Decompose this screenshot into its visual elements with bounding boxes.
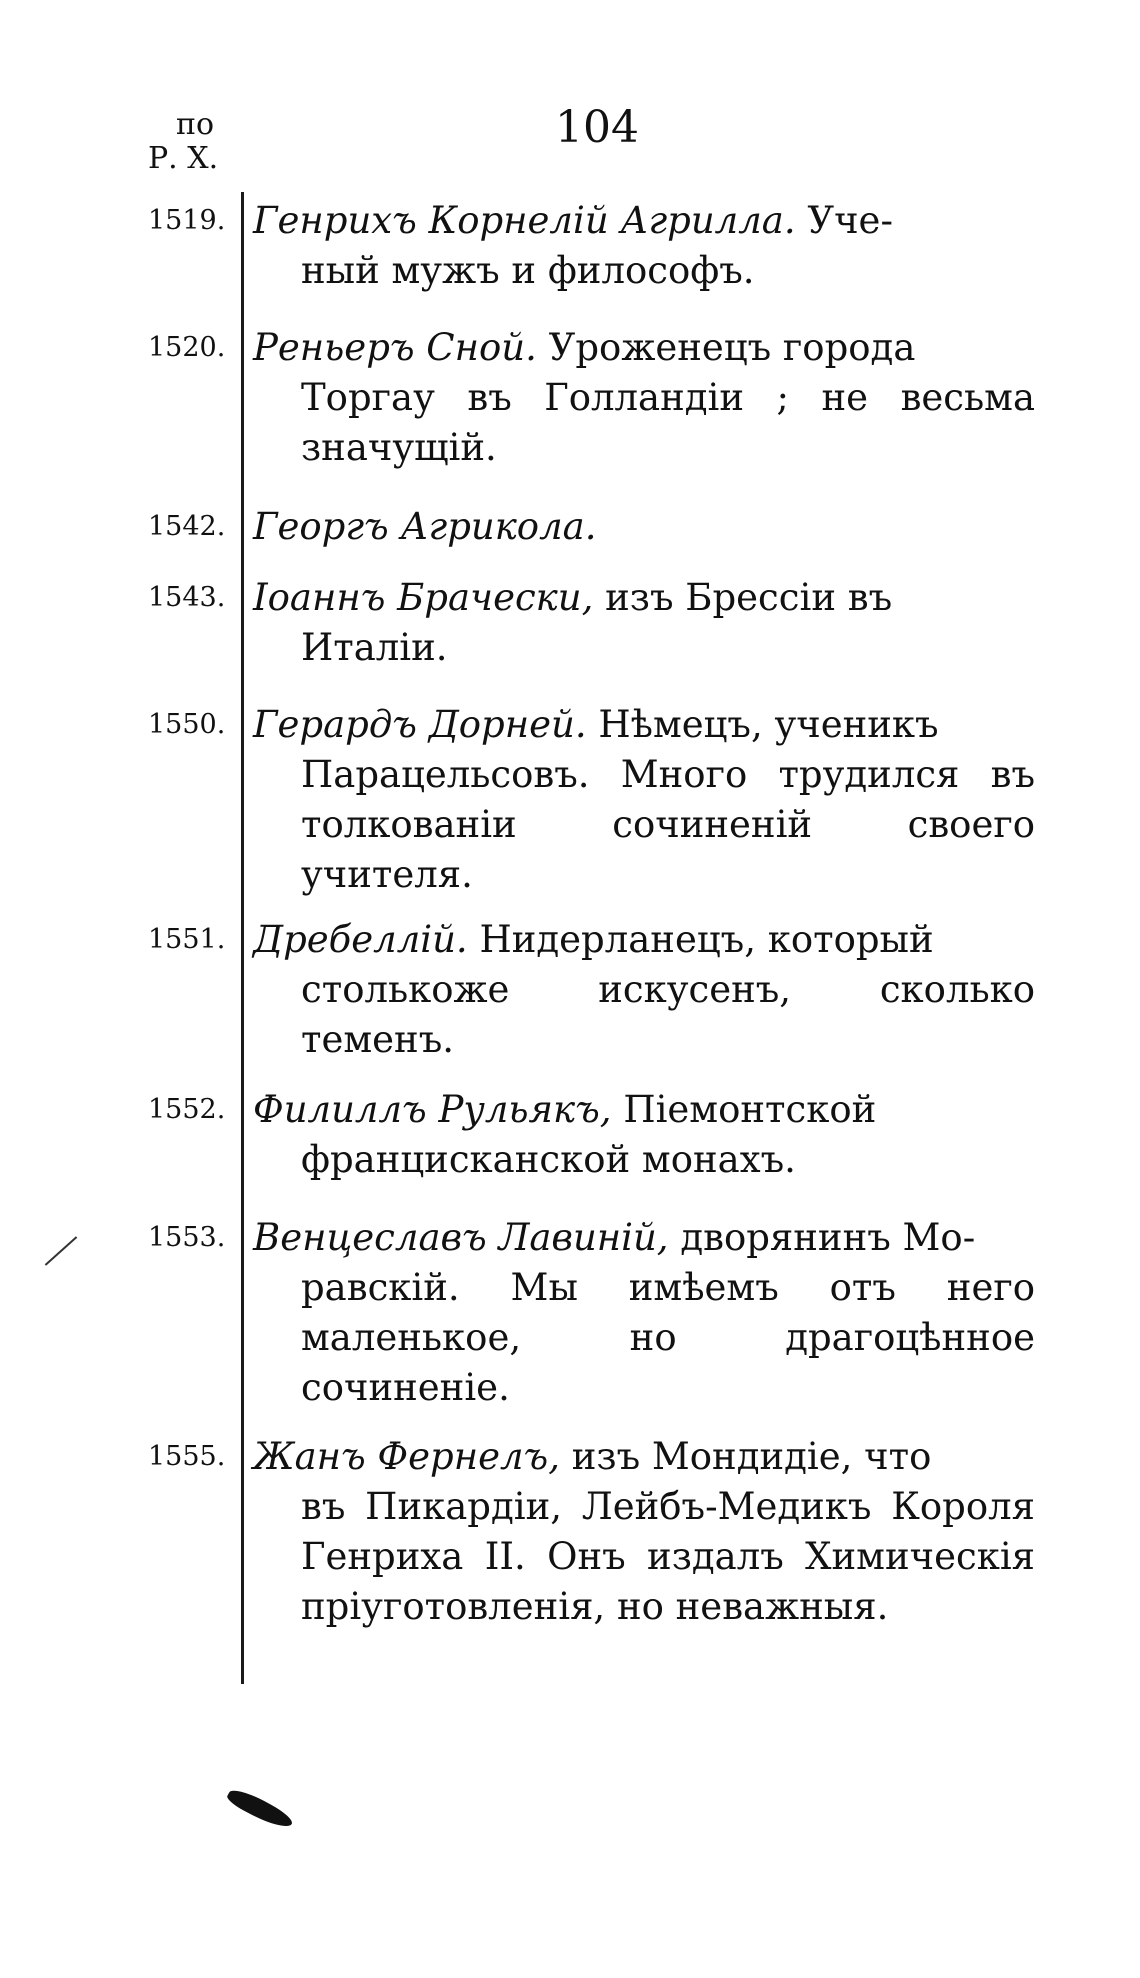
entry-description-start: Пiемонтской xyxy=(623,1088,877,1131)
ink-smudge xyxy=(225,1785,295,1834)
entry-year: 1551. xyxy=(148,924,226,955)
entry-year: 1519. xyxy=(148,205,226,236)
entry-year: 1520. xyxy=(148,332,226,363)
entry-name: Реньеръ Сной. xyxy=(253,326,537,369)
entry-description-continued: Парацельсовъ. Много трудился въ толкованiи сочиненiй своего учителя. xyxy=(301,753,1035,896)
entry-name: Генрихъ Корнелiй Агрилла. xyxy=(253,199,796,242)
entry-text xyxy=(253,573,1035,673)
entry-name: Георгъ Агрикола. xyxy=(253,505,597,548)
entry-text xyxy=(253,323,1035,473)
entry-year: 1550. xyxy=(148,709,226,740)
entry-name: Филиллъ Рульякъ, xyxy=(253,1088,612,1131)
entry-text xyxy=(253,700,1035,900)
entry-description-start: Нѣмецъ, ученикъ xyxy=(598,703,939,746)
entry-text xyxy=(253,196,1035,296)
entry-description-start: Уроженецъ города xyxy=(548,326,916,369)
era-label xyxy=(148,108,218,176)
entry-text xyxy=(253,502,1035,552)
entry-name: Венцеславъ Лавинiй, xyxy=(253,1216,669,1259)
entry-text xyxy=(253,1432,1035,1632)
entry-description-start: Нидерланецъ, который xyxy=(479,918,934,961)
entry-description-continued: Италiи. xyxy=(301,626,448,669)
entry-name: Жанъ Фернелъ, xyxy=(253,1435,560,1478)
entry-description-continued: столькоже искусенъ, сколько теменъ. xyxy=(301,968,1035,1061)
margin-pen-mark xyxy=(45,1236,78,1266)
entry-description-continued: равскiй. Мы имѣемъ отъ него маленькое, но драгоцѣнное сочиненiе. xyxy=(301,1266,1035,1409)
entry-name: Герардъ Дорней. xyxy=(253,703,587,746)
entry-year: 1553. xyxy=(148,1222,226,1253)
entry-year: 1555. xyxy=(148,1441,226,1472)
entry-text xyxy=(253,1213,1035,1413)
entry-description-start: изъ Мондидiе, что xyxy=(571,1435,932,1478)
vertical-divider-rule xyxy=(241,192,244,1684)
entry-name: Iоаннъ Брачески, xyxy=(253,576,594,619)
entry-description-continued: въ Пикардiи, Лейбъ-Медикъ Короля Генриха II. Онъ издалъ Химическiя прiуготовленiя, но неважныя. xyxy=(301,1485,1035,1628)
entry-name: Дребеллiй. xyxy=(253,918,468,961)
entry-year: 1552. xyxy=(148,1094,226,1125)
entry-description-start: изъ Брессiи въ xyxy=(605,576,893,619)
entry-description-start: Уче- xyxy=(807,199,893,242)
entry-description-continued: францисканской монахъ. xyxy=(301,1138,796,1181)
era-label-line1: по xyxy=(176,107,215,142)
entry-year: 1542. xyxy=(148,511,226,542)
entry-description-continued: Торгау въ Голландiи ; не весьма значущiй. xyxy=(301,376,1035,469)
entry-year: 1543. xyxy=(148,582,226,613)
entry-description-continued: ный мужъ и философъ. xyxy=(301,249,755,292)
entry-text xyxy=(253,915,1035,1065)
entry-text xyxy=(253,1085,1035,1185)
entry-description-start: дворянинъ Мо- xyxy=(680,1216,976,1259)
page-number: 104 xyxy=(555,102,639,153)
era-label-line2: Р. Х. xyxy=(148,141,219,176)
